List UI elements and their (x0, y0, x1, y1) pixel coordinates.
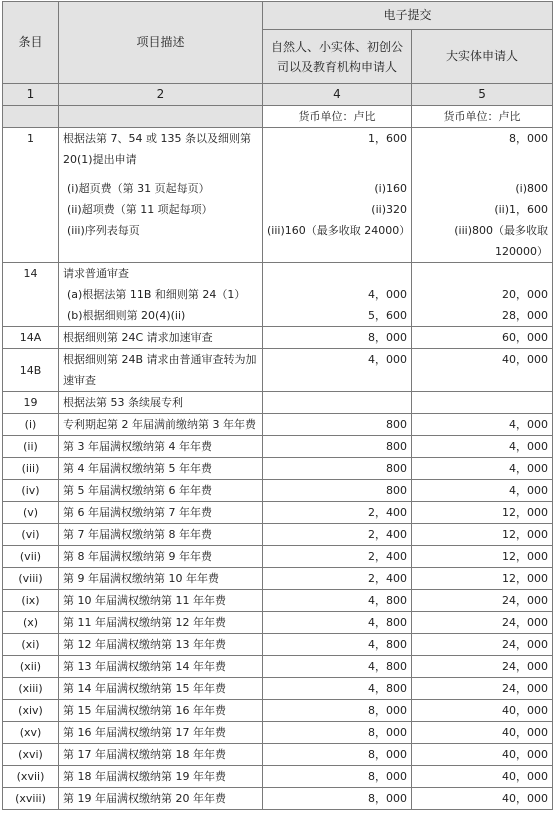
small-entity-fee: 4，800 (263, 634, 412, 656)
item-description: 第 4 年届满权缴纳第 5 年年费 (59, 458, 263, 480)
item-number: (xvi) (3, 744, 59, 766)
item-description (59, 128, 263, 263)
fee-value: (iii)160（最多收取 24000） (267, 224, 411, 237)
item-number: (xiii) (3, 678, 59, 700)
large-entity-fee: 4，000 (412, 414, 553, 436)
header-item: 条目 (3, 2, 59, 84)
header-large-entity: 大实体申请人 (412, 30, 553, 84)
large-entity-fee: 24，000 (412, 634, 553, 656)
item-number: 14B (3, 349, 59, 392)
small-entity-fee: 2，400 (263, 546, 412, 568)
col-number: 1 (3, 84, 59, 106)
small-entity-fee: 8，000 (263, 744, 412, 766)
item-description: 根据法第 53 条续展专利 (59, 392, 263, 414)
item-description: 第 8 年届满权缴纳第 9 年年费 (59, 546, 263, 568)
blank-cell (59, 106, 263, 128)
small-entity-fee: 4，800 (263, 656, 412, 678)
table-row (3, 502, 553, 524)
small-entity-fee: 8，000 (263, 327, 412, 349)
fee-value: (ii)320 (371, 203, 407, 216)
item-number: (iv) (3, 480, 59, 502)
table-row (3, 263, 553, 327)
fee-value: (i)160 (374, 182, 407, 195)
fee-value: 1，600 (368, 132, 407, 145)
table-row (3, 480, 553, 502)
large-entity-fee: 24，000 (412, 678, 553, 700)
small-entity-fee (263, 392, 412, 414)
large-entity-fee: 24，000 (412, 656, 553, 678)
table-row (3, 656, 553, 678)
item-description: 第 19 年届满权缴纳第 20 年年费 (59, 788, 263, 810)
small-entity-fee: 4，800 (263, 590, 412, 612)
large-entity-fee: 24，000 (412, 590, 553, 612)
large-entity-fee: 40，000 (412, 722, 553, 744)
item-description: 第 9 年届满权缴纳第 10 年年费 (59, 568, 263, 590)
table-row (3, 678, 553, 700)
item-number: (x) (3, 612, 59, 634)
item-number: (xii) (3, 656, 59, 678)
item-number: (xi) (3, 634, 59, 656)
item-number: (i) (3, 414, 59, 436)
item-description: 第 7 年届满权缴纳第 8 年年费 (59, 524, 263, 546)
small-entity-fee: 2，400 (263, 502, 412, 524)
item-number: 19 (3, 392, 59, 414)
large-entity-fee: 40，000 (412, 349, 553, 392)
item-description: 第 14 年届满权缴纳第 15 年年费 (59, 678, 263, 700)
header-description: 项目描述 (59, 2, 263, 84)
small-entity-fee: 4，800 (263, 678, 412, 700)
small-entity-fee: 800 (263, 458, 412, 480)
col-number: 2 (59, 84, 263, 106)
item-description: 第 11 年届满权缴纳第 12 年年费 (59, 612, 263, 634)
item-description: 专利期起第 2 年届满前缴纳第 3 年年费 (59, 414, 263, 436)
table-row (3, 766, 553, 788)
item-description: 根据细则第 24C 请求加速审查 (59, 327, 263, 349)
large-entity-fee (412, 263, 553, 327)
item-number: (vii) (3, 546, 59, 568)
sub-desc: (i)超页费（第 31 页起每页） (67, 182, 210, 195)
large-entity-fee: 60，000 (412, 327, 553, 349)
table-row (3, 436, 553, 458)
table-row (3, 722, 553, 744)
large-entity-fee: 12，000 (412, 502, 553, 524)
large-entity-fee: 40，000 (412, 744, 553, 766)
large-entity-fee: 4，000 (412, 458, 553, 480)
item-number: 14 (3, 263, 59, 327)
item-description: 第 6 年届满权缴纳第 7 年年费 (59, 502, 263, 524)
small-entity-fee: 4，000 (263, 349, 412, 392)
small-entity-fee: 8，000 (263, 700, 412, 722)
large-entity-fee: 4，000 (412, 436, 553, 458)
large-entity-fee: 12，000 (412, 524, 553, 546)
large-entity-fee: 40，000 (412, 766, 553, 788)
item-description: 第 10 年届满权缴纳第 11 年年费 (59, 590, 263, 612)
sub-desc: (iii)序列表每页 (67, 224, 140, 237)
item-description (59, 263, 263, 327)
large-entity-fee: 40，000 (412, 788, 553, 810)
table-row (3, 700, 553, 722)
item-number: (viii) (3, 568, 59, 590)
item-number: (v) (3, 502, 59, 524)
item-number: (xvii) (3, 766, 59, 788)
item-description: 第 15 年届满权缴纳第 16 年年费 (59, 700, 263, 722)
table-row (3, 568, 553, 590)
item-description: 第 18 年届满权缴纳第 19 年年费 (59, 766, 263, 788)
small-entity-fee: 2，400 (263, 568, 412, 590)
currency-label: 货币单位：卢比 (412, 106, 553, 128)
table-row (3, 788, 553, 810)
currency-label: 货币单位：卢比 (263, 106, 412, 128)
small-entity-fee: 8，000 (263, 766, 412, 788)
fee-value: (ii)1，600 (494, 203, 549, 216)
small-entity-fee: 8，000 (263, 722, 412, 744)
table-row (3, 546, 553, 568)
large-entity-fee: 40，000 (412, 700, 553, 722)
large-entity-fee: 12，000 (412, 546, 553, 568)
table-row (3, 349, 553, 392)
col-number: 5 (412, 84, 553, 106)
item-description: 第 5 年届满权缴纳第 6 年年费 (59, 480, 263, 502)
table-row (3, 392, 553, 414)
item-description: 第 12 年届满权缴纳第 13 年年费 (59, 634, 263, 656)
item-number: (iii) (3, 458, 59, 480)
small-entity-fee (263, 128, 412, 263)
table-row (3, 128, 553, 263)
item-number: (xv) (3, 722, 59, 744)
item-number: 14A (3, 327, 59, 349)
item-number: (xviii) (3, 788, 59, 810)
small-entity-fee: 2，400 (263, 524, 412, 546)
table-row (3, 612, 553, 634)
small-entity-fee: 4，800 (263, 612, 412, 634)
item-number: (vi) (3, 524, 59, 546)
table-row (3, 744, 553, 766)
fee-table (2, 1, 553, 810)
sub-desc: (a)根据法第 11B 和细则第 24（1） (67, 288, 246, 301)
item-description: 第 16 年届满权缴纳第 17 年年费 (59, 722, 263, 744)
large-entity-fee: 24，000 (412, 612, 553, 634)
row-desc: 请求普通审查 (63, 267, 129, 280)
fee-value: 4，000 (368, 288, 407, 301)
item-number: (ii) (3, 436, 59, 458)
large-entity-fee (412, 128, 553, 263)
col-number: 4 (263, 84, 412, 106)
sub-desc: (b)根据细则第 20(4)(ii) (67, 309, 186, 322)
small-entity-fee: 800 (263, 414, 412, 436)
item-description: 第 13 年届满权缴纳第 14 年年费 (59, 656, 263, 678)
small-entity-fee (263, 263, 412, 327)
item-description: 第 3 年届满权缴纳第 4 年年费 (59, 436, 263, 458)
table-row (3, 414, 553, 436)
large-entity-fee: 12，000 (412, 568, 553, 590)
small-entity-fee: 8，000 (263, 788, 412, 810)
item-number: 1 (3, 128, 59, 263)
large-entity-fee (412, 392, 553, 414)
fee-value: 28，000 (502, 309, 549, 322)
fee-value: (i)800 (515, 182, 549, 195)
fee-value: (iii)800（最多收取 120000） (454, 224, 549, 258)
small-entity-fee: 800 (263, 436, 412, 458)
small-entity-fee: 800 (263, 480, 412, 502)
row-desc: 根据法第 7、54 或 135 条以及细则第 20(1)提出申请 (63, 132, 251, 166)
item-description: 根据细则第 24B 请求由普通审查转为加速审查 (59, 349, 263, 392)
table-row (3, 590, 553, 612)
fee-value: 8，000 (509, 132, 549, 145)
sub-desc: (ii)超项费（第 11 项起每项） (67, 203, 213, 216)
blank-cell (3, 106, 59, 128)
fee-value: 5，600 (368, 309, 407, 322)
large-entity-fee: 4，000 (412, 480, 553, 502)
header-small-entity: 自然人、小实体、初创公司以及教育机构申请人 (263, 30, 412, 84)
header-electronic-submission: 电子提交 (263, 2, 553, 30)
item-description: 第 17 年届满权缴纳第 18 年年费 (59, 744, 263, 766)
item-number: (ix) (3, 590, 59, 612)
table-row (3, 634, 553, 656)
table-row (3, 458, 553, 480)
table-row (3, 524, 553, 546)
fee-value: 20，000 (502, 288, 549, 301)
item-number: (xiv) (3, 700, 59, 722)
table-row (3, 327, 553, 349)
